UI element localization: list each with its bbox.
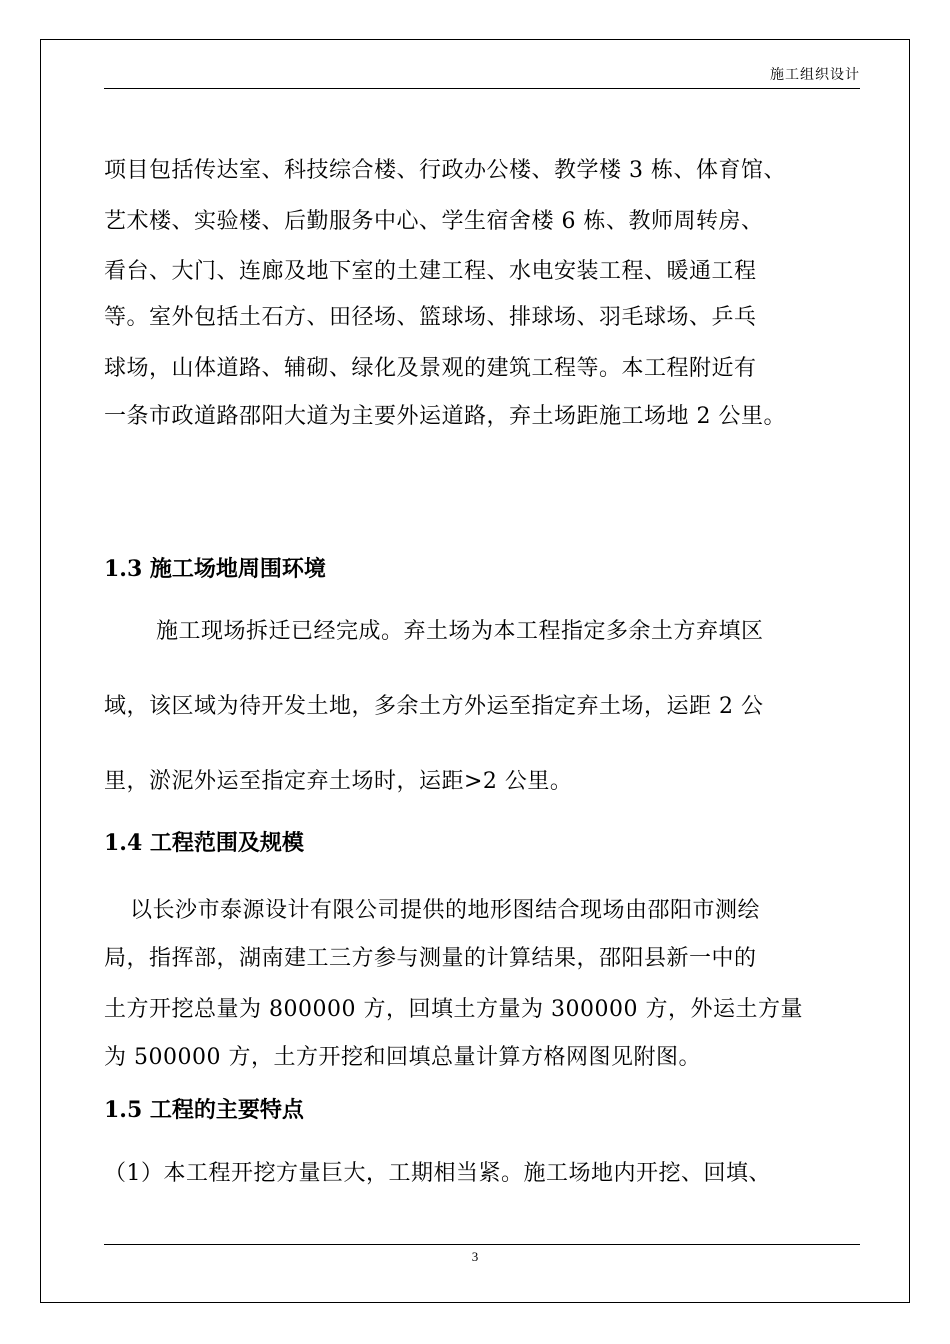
section-1-5-line: （1）本工程开挖方量巨大，工期相当紧。施工场地内开挖、回填、 — [104, 1161, 771, 1186]
intro-line: 等。室外包括土石方、田径场、篮球场、排球场、羽毛球场、乒乓 — [104, 305, 757, 330]
section-1-4-line: 以长沙市泰源设计有限公司提供的地形图结合现场由邵阳市测绘 — [130, 898, 761, 923]
section-1-3-line: 里，淤泥外运至指定弃土场时，运距>2 公里。 — [104, 769, 573, 794]
section-1-4-line: 局，指挥部，湖南建工三方参与测量的计算结果，邵阳县新一中的 — [104, 946, 757, 971]
page-number: 3 — [471, 1249, 479, 1264]
intro-line: 看台、大门、连廊及地下室的土建工程、水电安装工程、暖通工程 — [104, 259, 757, 284]
footer-divider — [104, 1244, 860, 1245]
section-1-4-line: 为 500000 方，土方开挖和回填总量计算方格网图见附图。 — [104, 1045, 701, 1070]
header-title: 施工组织设计 — [770, 67, 860, 83]
intro-line: 球场，山体道路、辅砌、绿化及景观的建筑工程等。本工程附近有 — [104, 356, 757, 381]
intro-line: 艺术楼、实验楼、后勤服务中心、学生宿舍楼 6 栋、教师周转房、 — [104, 209, 764, 234]
section-heading-1-3: 1.3 施工场地周围环境 — [104, 556, 326, 582]
section-1-3-line: 域，该区域为待开发土地，多余土方外运至指定弃土场，运距 2 公 — [104, 694, 764, 719]
section-heading-1-4: 1.4 工程范围及规模 — [104, 830, 304, 856]
header-divider — [104, 88, 860, 89]
intro-line: 项目包括传达室、科技综合楼、行政办公楼、教学楼 3 栋、体育馆、 — [104, 158, 786, 183]
section-1-4-line: 土方开挖总量为 800000 方，回填土方量为 300000 方，外运土方量 — [104, 997, 803, 1022]
section-1-3-line: 施工现场拆迁已经完成。弃土场为本工程指定多余土方弃填区 — [156, 619, 764, 644]
intro-line: 一条市政道路邵阳大道为主要外运道路，弃土场距施工场地 2 公里。 — [104, 404, 786, 429]
section-heading-1-5: 1.5 工程的主要特点 — [104, 1097, 304, 1123]
